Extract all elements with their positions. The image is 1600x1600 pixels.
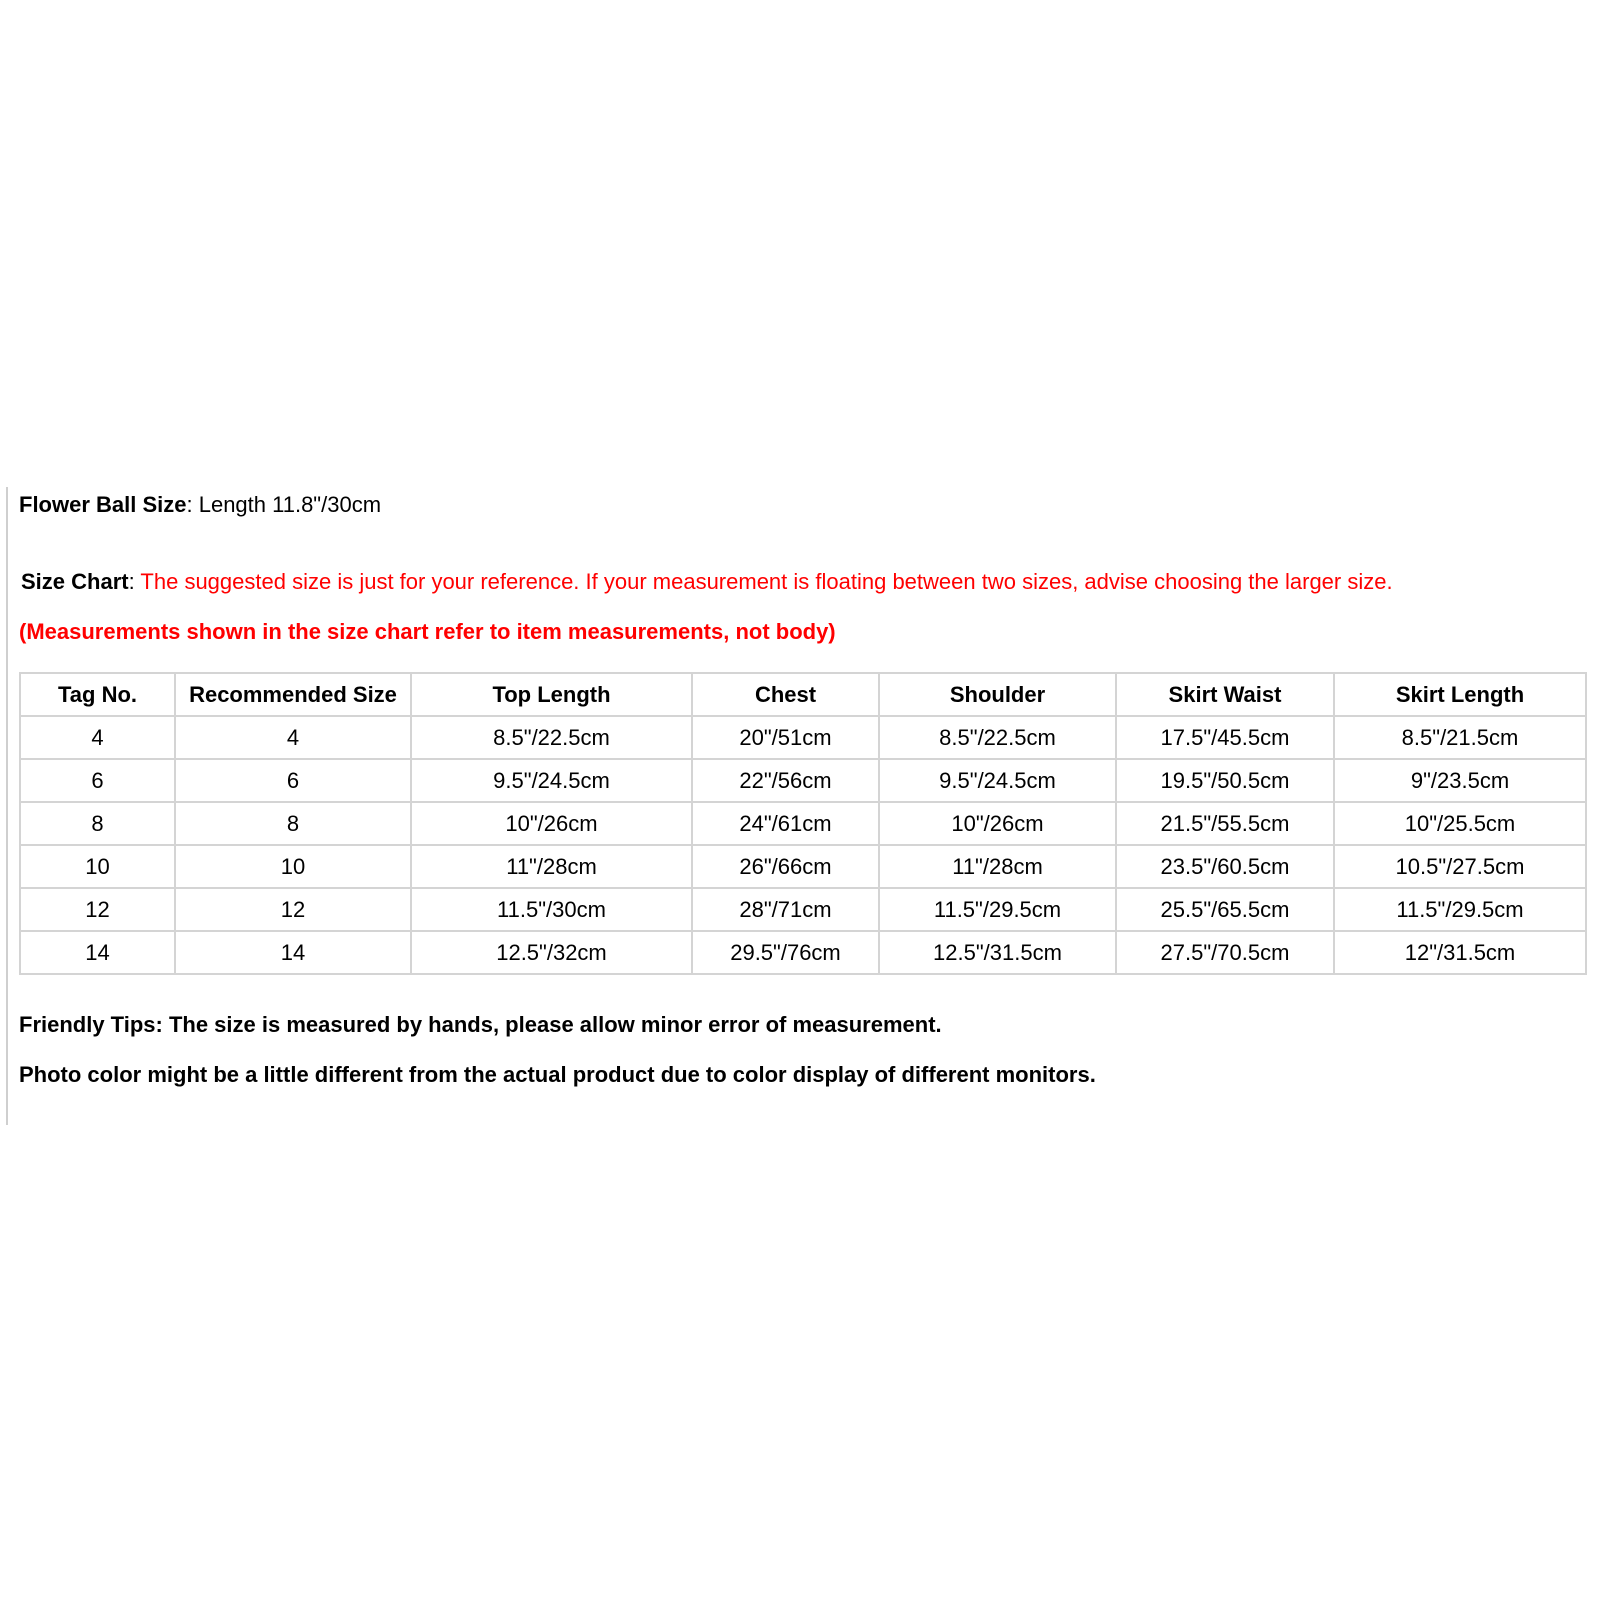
cell-recommended-size: 8 bbox=[175, 802, 411, 845]
table-row bbox=[20, 716, 1586, 759]
cell-top-length: 8.5"/22.5cm bbox=[411, 716, 692, 759]
header-skirt-length: Skirt Length bbox=[1334, 673, 1586, 716]
cell-shoulder: 10"/26cm bbox=[879, 802, 1116, 845]
cell-shoulder: 11.5"/29.5cm bbox=[879, 888, 1116, 931]
cell-recommended-size: 4 bbox=[175, 716, 411, 759]
cell-recommended-size: 14 bbox=[175, 931, 411, 974]
cell-shoulder: 12.5"/31.5cm bbox=[879, 931, 1116, 974]
size-table bbox=[19, 672, 1587, 975]
photo-color-note: Photo color might be a little different from the actual product due to color display of different monitors. bbox=[19, 1062, 1096, 1087]
cell-chest: 20"/51cm bbox=[692, 716, 879, 759]
cell-tag-no: 6 bbox=[20, 759, 175, 802]
measurement-note: (Measurements shown in the size chart refer to item measurements, not body) bbox=[19, 619, 836, 644]
cell-recommended-size: 12 bbox=[175, 888, 411, 931]
header-skirt-waist: Skirt Waist bbox=[1116, 673, 1334, 716]
cell-tag-no: 8 bbox=[20, 802, 175, 845]
cell-top-length: 11"/28cm bbox=[411, 845, 692, 888]
cell-skirt-length: 12"/31.5cm bbox=[1334, 931, 1586, 974]
friendly-tips: Friendly Tips: The size is measured by hands, please allow minor error of measurement. bbox=[19, 1012, 942, 1037]
cell-shoulder: 11"/28cm bbox=[879, 845, 1116, 888]
cell-chest: 22"/56cm bbox=[692, 759, 879, 802]
cell-chest: 28"/71cm bbox=[692, 888, 879, 931]
size-chart-note: The suggested size is just for your reference. If your measurement is floating between two sizes, advise choosing the larger size. bbox=[140, 569, 1393, 594]
cell-top-length: 10"/26cm bbox=[411, 802, 692, 845]
header-tag-no: Tag No. bbox=[20, 673, 175, 716]
cell-skirt-length: 9"/23.5cm bbox=[1334, 759, 1586, 802]
cell-chest: 29.5"/76cm bbox=[692, 931, 879, 974]
table-row bbox=[20, 931, 1586, 974]
cell-tag-no: 14 bbox=[20, 931, 175, 974]
size-chart-colon: : bbox=[128, 569, 141, 594]
size-chart-label: Size Chart bbox=[21, 569, 129, 594]
cell-chest: 24"/61cm bbox=[692, 802, 879, 845]
cell-top-length: 11.5"/30cm bbox=[411, 888, 692, 931]
cell-tag-no: 12 bbox=[20, 888, 175, 931]
table-header-row bbox=[20, 673, 1586, 716]
table-row bbox=[20, 802, 1586, 845]
header-top-length: Top Length bbox=[411, 673, 692, 716]
cell-shoulder: 9.5"/24.5cm bbox=[879, 759, 1116, 802]
cell-skirt-waist: 19.5"/50.5cm bbox=[1116, 759, 1334, 802]
flower-ball-size-line bbox=[19, 491, 381, 519]
cell-top-length: 9.5"/24.5cm bbox=[411, 759, 692, 802]
flower-ball-size-value: : Length 11.8"/30cm bbox=[186, 492, 382, 517]
size-info-panel bbox=[6, 487, 1598, 1125]
header-recommended-size: Recommended Size bbox=[175, 673, 411, 716]
size-chart-line bbox=[21, 568, 1393, 596]
cell-skirt-length: 10.5"/27.5cm bbox=[1334, 845, 1586, 888]
cell-skirt-length: 10"/25.5cm bbox=[1334, 802, 1586, 845]
cell-shoulder: 8.5"/22.5cm bbox=[879, 716, 1116, 759]
cell-skirt-waist: 25.5"/65.5cm bbox=[1116, 888, 1334, 931]
table-row bbox=[20, 759, 1586, 802]
cell-tag-no: 10 bbox=[20, 845, 175, 888]
cell-skirt-length: 8.5"/21.5cm bbox=[1334, 716, 1586, 759]
cell-skirt-waist: 21.5"/55.5cm bbox=[1116, 802, 1334, 845]
table-row bbox=[20, 888, 1586, 931]
cell-recommended-size: 10 bbox=[175, 845, 411, 888]
cell-skirt-waist: 17.5"/45.5cm bbox=[1116, 716, 1334, 759]
table-row bbox=[20, 845, 1586, 888]
header-shoulder: Shoulder bbox=[879, 673, 1116, 716]
cell-skirt-length: 11.5"/29.5cm bbox=[1334, 888, 1586, 931]
cell-tag-no: 4 bbox=[20, 716, 175, 759]
header-chest: Chest bbox=[692, 673, 879, 716]
cell-top-length: 12.5"/32cm bbox=[411, 931, 692, 974]
cell-recommended-size: 6 bbox=[175, 759, 411, 802]
flower-ball-size-label: Flower Ball Size bbox=[19, 492, 187, 517]
cell-skirt-waist: 23.5"/60.5cm bbox=[1116, 845, 1334, 888]
cell-skirt-waist: 27.5"/70.5cm bbox=[1116, 931, 1334, 974]
cell-chest: 26"/66cm bbox=[692, 845, 879, 888]
